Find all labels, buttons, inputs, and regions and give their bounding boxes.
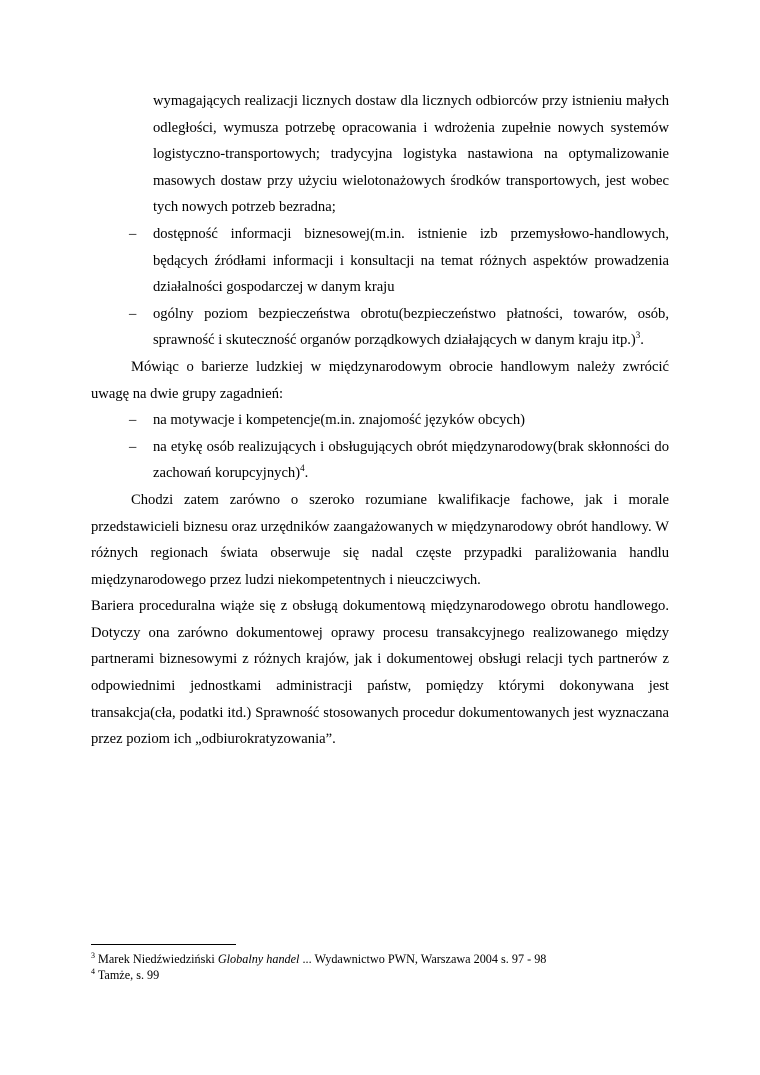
bullet-item — [91, 434, 669, 487]
footnote-ref: 3 — [635, 330, 641, 341]
footnote-text: Marek Niedźwiedziński — [98, 952, 218, 966]
footnote-number: 3 — [91, 950, 95, 960]
footnote-text: ... Wydawnictwo PWN, Warszawa 2004 s. 97 - 98 — [299, 952, 547, 966]
footnotes — [91, 944, 669, 983]
footnote-text: Tamże, s. 99 — [97, 968, 160, 982]
bullet-item — [91, 221, 669, 301]
bullet-text: ogólny poziom bezpieczeństwa obrotu(bezpieczeństwo płatności, towarów, osób, sprawność i skuteczność organów porządkowych działających w danym kraju itp.) — [153, 305, 669, 349]
bullet-item — [91, 301, 669, 354]
paragraph-human-barrier: Mówiąc o barierze ludzkiej w międzynarodowym obrocie handlowym należy zwrócić uwagę na dwie grupy zagadnień: — [91, 358, 669, 402]
bullet-text: na motywacje i kompetencje(m.in. znajomość języków obcych) — [153, 412, 526, 429]
dash-marker: – — [129, 412, 137, 429]
dash-marker: – — [129, 225, 137, 242]
footnote — [91, 967, 669, 983]
bullet-text: dostępność informacji biznesowej(m.in. istnienie izb przemysłowo-handlowych, będących źródłami informacji i konsultacji na temat różnych aspektów prowadzenia działalności gospodarczej w danym kraju — [153, 225, 669, 296]
footnote — [91, 951, 669, 967]
paragraph-qualifications: Chodzi zatem zarówno o szeroko rozumiane kwalifikacje fachowe, jak i morale przedstawicieli biznesu oraz urzędników zaangażowanych w międzynarodowy obrót handlowy. W różnych regionach świata obserwuje się nadal częste przypadki paraliżowania handlu międzynarodowego przez ludzi niekompetentnych i nieuczciwych. — [91, 491, 669, 588]
paragraph-continuation: wymagających realizacji licznych dostaw dla licznych odbiorców przy istnieniu małych odległości, wymusza potrzebę opracowania i wdrożenia zupełnie nowych systemów logistyczno-transportowych; tradycyjna logistyka nastawiona na optymalizowanie masowych dostaw przy użyciu wielotonażowych środków transportowych, jest wobec tych nowych potrzeb bezradna; — [153, 93, 669, 216]
period: . — [640, 332, 644, 349]
paragraph-procedural-barrier: Bariera proceduralna wiąże się z obsługą dokumentową międzynarodowego obrotu handlowego. Dotyczy ona zarówno dokumentowej oprawy procesu transakcyjnego realizowanego między partnerami biznesowymi z różnych krajów, jak i dokumentowej obsługi relacji tych partnerów z odpowiednimi jednostkami administracji państw, pomiędzy którymi dokonywana jest transakcja(cła, podatki itd.) Sprawność stosowanych procedur dokumentowanych jest wyznaczana przez poziom ich „odbiurokratyzowania”. — [91, 598, 669, 748]
footnote-title: Globalny handel — [217, 952, 300, 966]
footnote-ref: 4 — [300, 463, 305, 474]
period: . — [304, 465, 309, 482]
main-text — [91, 88, 669, 753]
bullet-item — [91, 407, 669, 434]
footnote-number: 4 — [91, 966, 95, 976]
dash-marker: – — [129, 305, 137, 322]
bullet-text: na etykę osób realizujących i obsługujących obrót międzynarodowy(brak skłonności do zachowań korupcyjnych) — [153, 438, 669, 482]
footnote-separator — [91, 944, 236, 945]
dash-marker: – — [129, 438, 137, 455]
